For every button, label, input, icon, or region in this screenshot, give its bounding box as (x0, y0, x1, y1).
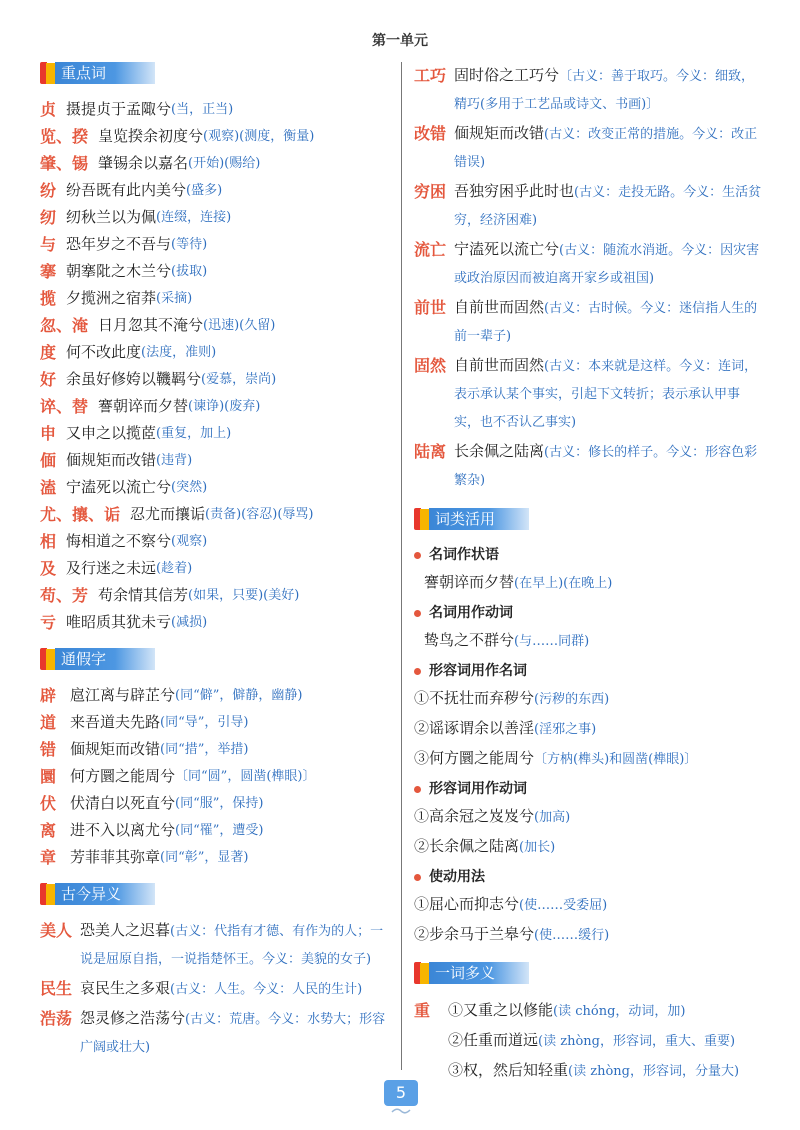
cilei-category (414, 864, 764, 890)
page-number: 5 (384, 1080, 418, 1106)
key-word-term: 揽 (40, 289, 57, 308)
cilei-example-note: (使……缓行) (534, 928, 610, 943)
key-word-sentence: 皇览揆余初度兮 (98, 127, 204, 145)
gujin-term: 工巧 (414, 66, 447, 85)
gujin-body (454, 352, 764, 436)
key-word-term: 偭 (40, 451, 57, 470)
key-word-note: (违背) (156, 453, 193, 468)
key-word-term: 谇、替 (40, 397, 89, 416)
tongjia-term: 辟 (40, 686, 57, 705)
key-word-term: 申 (40, 424, 57, 443)
cilei-category (414, 542, 764, 568)
cilei-example (414, 744, 764, 774)
tongjia-sentence: 来吾道夫先路 (70, 713, 161, 731)
tongjia-note: 〔同“圆”，圆凿(榫眼)〕 (175, 769, 316, 784)
gujin-note: (古义：代指有才德、有作为的人；一说是屈原自指，一说指楚怀王。今义：美貌的女子) (80, 924, 384, 967)
cilei-category (414, 600, 764, 626)
book-icon (414, 508, 430, 530)
bullet-dot-icon (414, 668, 421, 675)
gujin-entry (414, 294, 764, 350)
gujin-entry (414, 352, 764, 436)
key-word-sentence: 偭规矩而改错 (66, 451, 157, 469)
tongjia-term: 圜 (40, 767, 57, 786)
section-header-yici (414, 960, 764, 988)
cilei-example (414, 802, 764, 832)
tongjia-note: (同“服”，保持) (175, 796, 264, 811)
key-word-term: 度 (40, 343, 57, 362)
cilei-example-note: (淫邪之事) (534, 722, 597, 737)
polysemy-note: (读 zhòng，形容词，分量大) (568, 1064, 740, 1079)
key-word-row (40, 285, 390, 312)
gujin-right-list (414, 62, 764, 494)
section-header-key-words (40, 60, 390, 88)
right-column (414, 62, 764, 1086)
gujin-note: (古义：本来就是这样。今义：连词，表示承认某个事实，引起下文转折；表示承认甲事实，也不否认乙事实) (454, 359, 758, 430)
cilei-category-label: 形容词用作名词 (429, 663, 527, 679)
polysemy-items (448, 996, 739, 1086)
key-word-row (40, 204, 390, 231)
gujin-sentence: 怨灵修之浩荡兮 (80, 1009, 186, 1027)
gujin-note: (古义：人生。今义：人民的生计) (170, 982, 363, 997)
tongjia-term: 伏 (40, 794, 57, 813)
gujin-term: 穷困 (414, 182, 447, 201)
page-header: 第一单元 (372, 33, 428, 49)
section-title: 词类活用 (429, 508, 529, 530)
bullet-dot-icon (414, 552, 421, 559)
key-word-row (40, 150, 390, 177)
key-word-term: 相 (40, 532, 57, 551)
tongjia-note: (同“导”，引导) (160, 715, 249, 730)
bullet-dot-icon (414, 610, 421, 617)
key-word-note: (观察)(测度，衡量) (203, 129, 315, 144)
gujin-entry (40, 1005, 390, 1061)
gujin-sentence: 固时俗之工巧兮 (454, 66, 560, 84)
polysemy-note: (读 zhòng，形容词，重大、重要) (538, 1034, 736, 1049)
cilei-category (414, 658, 764, 684)
polysemy-sentence: ①又重之以修能 (448, 1001, 554, 1019)
key-word-note: (盛多) (186, 183, 223, 198)
key-word-sentence: 苟余情其信芳 (98, 586, 189, 604)
tongjia-term: 离 (40, 821, 57, 840)
gujin-sentence: 哀民生之多艰 (80, 979, 171, 997)
gujin-left-list (40, 917, 390, 1061)
cilei-example (414, 568, 764, 598)
book-icon (40, 883, 56, 905)
gujin-sentence: 吾独穷困乎此时也 (454, 182, 575, 200)
cilei-category-label: 名词作状语 (429, 547, 499, 563)
gujin-body (454, 236, 764, 292)
key-word-sentence: 纫秋兰以为佩 (66, 208, 157, 226)
tongjia-term: 道 (40, 713, 57, 732)
key-word-term: 与 (40, 235, 57, 254)
gujin-body (454, 62, 764, 118)
polysemy-term: 重 (414, 1001, 431, 1020)
key-word-note: (迅速)(久留) (203, 318, 276, 333)
book-icon (40, 648, 56, 670)
key-word-sentence: 肇锡余以嘉名 (98, 154, 189, 172)
tongjia-sentence: 芳菲菲其弥章 (70, 848, 161, 866)
tongjia-row (40, 682, 390, 709)
key-word-sentence: 摄提贞于孟陬兮 (66, 100, 172, 118)
cilei-list (414, 542, 764, 950)
gujin-term: 美人 (40, 921, 73, 940)
key-word-sentence: 宁溘死以流亡兮 (66, 478, 172, 496)
gujin-sentence: 自前世而固然 (454, 298, 545, 316)
tongjia-row (40, 817, 390, 844)
gujin-term: 改错 (414, 124, 447, 143)
key-word-term: 及 (40, 559, 57, 578)
polysemy-sentence: ②任重而道远 (448, 1031, 539, 1049)
key-word-term: 纫 (40, 208, 57, 227)
tongjia-sentence: 何方圜之能周兮 (70, 767, 176, 785)
gujin-note: (古义：古时候。今义：迷信指人生的前一辈子) (454, 301, 758, 344)
left-column (40, 60, 390, 1063)
gujin-body (454, 120, 764, 176)
key-word-row (40, 123, 390, 150)
gujin-term: 固然 (414, 356, 447, 375)
polysemy-entry (414, 996, 764, 1086)
key-word-term: 贞 (40, 100, 57, 119)
gujin-note: 〔古义：善于取巧。今义：细致，精巧(多用于工艺品或诗文、书画)〕 (454, 69, 755, 112)
cilei-example-note: 〔方枘(榫头)和圆凿(榫眼)〕 (534, 752, 698, 767)
gujin-note: (古义：荒唐。今义：水势大；形容广阔或壮大) (80, 1012, 386, 1055)
gujin-note: (古义：修长的样子。今义：形容色彩繁杂) (454, 445, 758, 488)
key-word-note: (趁着) (156, 561, 193, 576)
cilei-example-sentence: ②长余佩之陆离 (414, 837, 520, 855)
key-word-note: (重复，加上) (156, 426, 232, 441)
section-header-gujin (40, 881, 390, 909)
gujin-sentence: 自前世而固然 (454, 356, 545, 374)
bullet-dot-icon (414, 874, 421, 881)
cilei-example-sentence: ③何方圜之能周兮 (414, 749, 535, 767)
gujin-entry (40, 917, 390, 973)
tongjia-note: (同“罹”，遭受) (175, 823, 264, 838)
cilei-example-note: (在早上)(在晚上) (514, 576, 613, 591)
cilei-example-sentence: ①不抚壮而弃秽兮 (414, 689, 535, 707)
tongjia-row (40, 844, 390, 871)
cilei-example-sentence: ②谣诼谓余以善淫 (414, 719, 535, 737)
cilei-example-note: (污秽的东西) (534, 692, 610, 707)
tongjia-note: (同“彰”，显著) (160, 850, 249, 865)
bird-ornament-icon (391, 1107, 411, 1115)
tongjia-note: (同“措”，举措) (160, 742, 249, 757)
cilei-example (414, 890, 764, 920)
cilei-category-label: 形容词用作动词 (429, 781, 527, 797)
key-word-row (40, 339, 390, 366)
key-word-row (40, 609, 390, 636)
key-words-list (40, 96, 390, 636)
tongjia-term: 章 (40, 848, 57, 867)
gujin-entry (414, 178, 764, 234)
key-word-term: 览、揆 (40, 127, 89, 146)
tongjia-list (40, 682, 390, 871)
key-word-note: (法度，准则) (141, 345, 217, 360)
column-divider (401, 62, 402, 1070)
key-word-note: (谏诤)(废弃) (188, 399, 261, 414)
key-word-term: 搴 (40, 262, 57, 281)
gujin-body (454, 178, 764, 234)
cilei-category-label: 名词用作动词 (429, 605, 513, 621)
tongjia-row (40, 736, 390, 763)
book-icon (414, 962, 430, 984)
key-word-term: 好 (40, 370, 57, 389)
cilei-example-sentence: 鸷鸟之不群兮 (424, 631, 515, 649)
tongjia-term: 错 (40, 740, 57, 759)
polysemy-item (448, 1026, 739, 1056)
gujin-entry (414, 438, 764, 494)
gujin-entry (414, 120, 764, 176)
section-title: 古今异义 (55, 883, 155, 905)
bullet-dot-icon (414, 786, 421, 793)
section-header-cilei (414, 506, 764, 534)
gujin-entry (414, 236, 764, 292)
key-word-row (40, 177, 390, 204)
cilei-example-sentence: ①屈心而抑志兮 (414, 895, 520, 913)
gujin-term: 浩荡 (40, 1009, 73, 1028)
key-word-sentence: 謇朝谇而夕替 (98, 397, 189, 415)
key-word-row (40, 231, 390, 258)
cilei-example-note: (使……受委屈) (519, 898, 608, 913)
cilei-category-label: 使动用法 (429, 869, 485, 885)
key-word-term: 尤、攘、诟 (40, 505, 121, 524)
tongjia-note: (同“僻”，僻静，幽静) (175, 688, 303, 703)
key-word-note: (突然) (171, 480, 208, 495)
key-word-sentence: 及行迷之未远 (66, 559, 157, 577)
section-title: 通假字 (55, 648, 155, 670)
section-title: 重点词 (55, 62, 155, 84)
section-title: 一词多义 (429, 962, 529, 984)
gujin-sentence: 恐美人之迟暮 (80, 921, 171, 939)
cilei-example (414, 920, 764, 950)
gujin-entry (414, 62, 764, 118)
gujin-sentence: 长余佩之陆离 (454, 442, 545, 460)
cilei-example-sentence: 謇朝谇而夕替 (424, 573, 515, 591)
key-word-row (40, 312, 390, 339)
cilei-example-note: (加长) (519, 840, 556, 855)
key-word-sentence: 余虽好修姱以鞿羁兮 (66, 370, 202, 388)
key-word-sentence: 何不改此度 (66, 343, 142, 361)
gujin-term: 前世 (414, 298, 447, 317)
gujin-entry (40, 975, 390, 1003)
tongjia-row (40, 790, 390, 817)
gujin-note: (古义：走投无路。今义：生活贫穷，经济困难) (454, 185, 762, 228)
cilei-example-note: (与……同群) (514, 634, 590, 649)
cilei-example-sentence: ①高余冠之岌岌兮 (414, 807, 535, 825)
key-word-row (40, 366, 390, 393)
key-word-sentence: 朝搴阰之木兰兮 (66, 262, 172, 280)
key-word-note: (如果，只要)(美好) (188, 588, 300, 603)
polysemy-note: (读 chóng，动词，加) (553, 1004, 686, 1019)
key-word-sentence: 悔相道之不察兮 (66, 532, 172, 550)
key-word-note: (连缀，连接) (156, 210, 232, 225)
key-word-term: 溘 (40, 478, 57, 497)
polysemy-item (448, 1056, 739, 1086)
cilei-example (414, 626, 764, 656)
cilei-example (414, 714, 764, 744)
gujin-body (80, 917, 390, 973)
cilei-example (414, 832, 764, 862)
gujin-sentence: 宁溘死以流亡兮 (454, 240, 560, 258)
gujin-sentence: 偭规矩而改错 (454, 124, 545, 142)
key-word-sentence: 唯昭质其犹未亏 (66, 613, 172, 631)
tongjia-sentence: 偭规矩而改错 (70, 740, 161, 758)
key-word-term: 肇、锡 (40, 154, 89, 173)
key-word-note: (开始)(赐给) (188, 156, 261, 171)
gujin-body (454, 294, 764, 350)
key-word-note: (责备)(容忍)(辱骂) (205, 507, 314, 522)
key-word-sentence: 纷吾既有此内美兮 (66, 181, 187, 199)
tongjia-sentence: 伏清白以死直兮 (70, 794, 176, 812)
gujin-term: 陆离 (414, 442, 447, 461)
gujin-body (454, 438, 764, 494)
gujin-term: 流亡 (414, 240, 447, 259)
key-word-term: 苟、芳 (40, 586, 89, 605)
key-word-row (40, 393, 390, 420)
key-word-term: 亏 (40, 613, 57, 632)
key-word-note: (采摘) (156, 291, 193, 306)
key-word-row (40, 474, 390, 501)
cilei-example-note: (加高) (534, 810, 571, 825)
key-word-row (40, 447, 390, 474)
key-word-row (40, 501, 390, 528)
key-word-note: (拔取) (171, 264, 208, 279)
cilei-example (414, 684, 764, 714)
cilei-category (414, 776, 764, 802)
key-word-sentence: 夕揽洲之宿莽 (66, 289, 157, 307)
key-word-row (40, 258, 390, 285)
yici-list (414, 996, 764, 1086)
key-word-term: 纷 (40, 181, 57, 200)
key-word-term: 忽、淹 (40, 316, 89, 335)
key-word-note: (减损) (171, 615, 208, 630)
polysemy-item (448, 996, 739, 1026)
key-word-row (40, 420, 390, 447)
gujin-body (80, 1005, 390, 1061)
tongjia-sentence: 扈江离与辟芷兮 (70, 686, 176, 704)
cilei-example-sentence: ②步余马于兰皋兮 (414, 925, 535, 943)
key-word-row (40, 528, 390, 555)
gujin-body (80, 975, 390, 1003)
key-word-row (40, 555, 390, 582)
gujin-note: (古义：随流水消逝。今义：因灾害或政治原因而被迫离开家乡或祖国) (454, 243, 760, 286)
polysemy-sentence: ③权，然后知轻重 (448, 1061, 569, 1079)
key-word-note: (当，正当) (171, 102, 234, 117)
tongjia-row (40, 763, 390, 790)
tongjia-row (40, 709, 390, 736)
tongjia-sentence: 进不入以离尤兮 (70, 821, 176, 839)
key-word-sentence: 又申之以揽茝 (66, 424, 157, 442)
section-header-tongjia (40, 646, 390, 674)
key-word-note: (爱慕，崇尚) (201, 372, 277, 387)
key-word-note: (观察) (171, 534, 208, 549)
key-word-sentence: 恐年岁之不吾与 (66, 235, 172, 253)
key-word-sentence: 忍尤而攘诟 (130, 505, 206, 523)
gujin-term: 民生 (40, 979, 73, 998)
key-word-row (40, 96, 390, 123)
key-word-row (40, 582, 390, 609)
gujin-note: (古义：改变正常的措施。今义：改正错误) (454, 127, 758, 170)
key-word-note: (等待) (171, 237, 208, 252)
book-icon (40, 62, 56, 84)
key-word-sentence: 日月忽其不淹兮 (98, 316, 204, 334)
